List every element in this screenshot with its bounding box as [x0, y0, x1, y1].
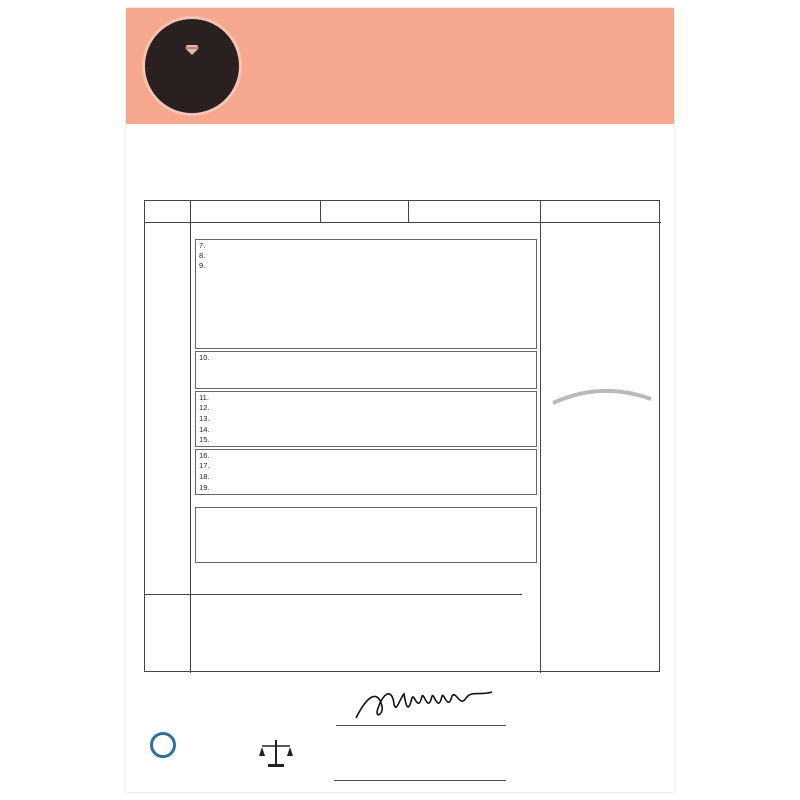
company-logo [142, 16, 242, 116]
col-value [541, 201, 661, 223]
spec-section-description: 10. [195, 351, 537, 389]
certificate-sheet [126, 8, 674, 792]
col-aud [321, 201, 409, 223]
date-line [334, 780, 506, 781]
spec-section-ruby: 11. 12. 13. 14. 15. [195, 391, 537, 447]
insurance-replacement [522, 600, 642, 672]
col-code [145, 201, 191, 223]
header-band [126, 8, 674, 124]
spec-diamond-weight: 8. [199, 251, 206, 261]
diamond-icon [185, 45, 199, 55]
spec-gram-weight: 9. [199, 261, 206, 271]
col-description [191, 201, 321, 223]
spec-section-diamonds: 16. 17. 18. 19. [195, 449, 537, 495]
legal-disclaimer [144, 594, 522, 672]
scales-icon [258, 738, 294, 768]
gaa-emblem-icon [150, 732, 176, 758]
col-gold-price [409, 201, 541, 223]
table-header-row [145, 201, 661, 223]
signature-line [336, 725, 506, 726]
spec-section-notes [195, 507, 537, 563]
item-title [191, 223, 540, 239]
embossed-seal [542, 678, 658, 794]
spec-ruby-weight: 7. [199, 241, 206, 250]
signature [348, 684, 498, 724]
spec-section-general [195, 239, 537, 349]
